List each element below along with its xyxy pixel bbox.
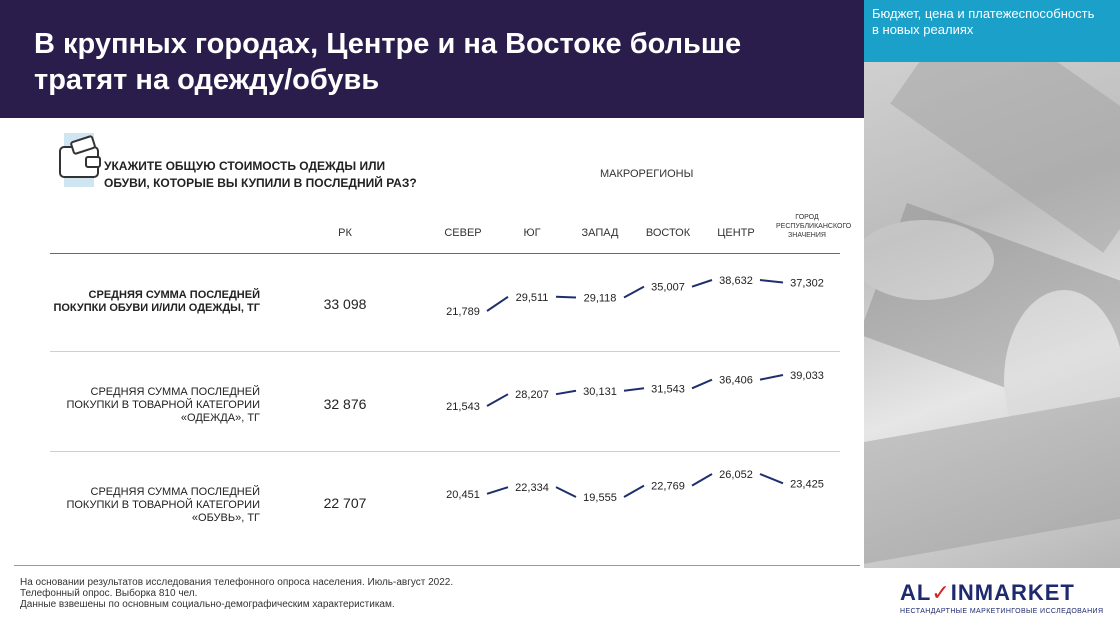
data-label: 22,769: [651, 480, 685, 493]
series-segment: [624, 388, 644, 391]
footer-line: На основании результатов исследования телефонного опроса населения. Июль-август 2022.: [20, 577, 454, 588]
data-label: 21,543: [446, 401, 480, 413]
rk-value-clothes: 32 876: [323, 396, 367, 412]
logo-part1: AL: [900, 580, 932, 605]
row-label-clothes: СРЕДНЯЯ СУММА ПОСЛЕДНЕЙ ПОКУПКИ В ТОВАРНОЙ КАТЕГОРИИ «ОДЕЖДА», ТГ: [66, 386, 260, 424]
data-label: 19,555: [583, 492, 617, 504]
col-head-west: ЗАПАД: [581, 227, 619, 239]
col-head-east: ВОСТОК: [645, 227, 691, 239]
series-segment: [692, 280, 712, 287]
series-segment: [692, 474, 712, 486]
series-segment: [692, 380, 712, 389]
series-segment: [556, 391, 576, 394]
logo-part2: INMARKET: [950, 580, 1075, 605]
data-label: 35,007: [651, 281, 685, 294]
data-label: 31,543: [651, 383, 685, 396]
row-label-total: СРЕДНЯЯ СУММА ПОСЛЕДНЕЙ ПОКУПКИ ОБУВИ И/ИЛИ ОДЕЖДЫ, ТГ: [53, 289, 260, 314]
footer-rule: [14, 565, 860, 566]
series-segment: [556, 487, 576, 497]
side-caption: Бюджет, цена и платежеспособность в новых реалиях: [872, 6, 1095, 37]
col-head-republican-city: ГОРОД РЕСПУБЛИКАНСКОГО ЗНАЧЕНИЯ: [776, 214, 852, 239]
data-label: 22,334: [515, 482, 549, 495]
series-segment: [760, 280, 783, 282]
survey-question: УКАЖИТЕ ОБЩУЮ СТОИМОСТЬ ОДЕЖДЫ ИЛИ ОБУВИ, КОТОРЫЕ ВЫ КУПИЛИ В ПОСЛЕДНИЙ РАЗ?: [104, 159, 417, 190]
col-head-north: СЕВЕР: [444, 227, 482, 239]
data-label: 30,131: [583, 385, 617, 398]
logo: [864, 568, 1120, 630]
col-head-center: ЦЕНТР: [717, 227, 755, 239]
macroregions-label: МАКРОРЕГИОНЫ: [600, 168, 694, 180]
footer-notes: [20, 577, 453, 610]
data-label: 29,118: [583, 292, 617, 305]
side-panel: [864, 0, 1120, 630]
col-head-south: ЮГ: [523, 227, 541, 239]
col-head-rk: РК: [338, 227, 352, 239]
logo-tagline: НЕСТАНДАРТНЫЕ МАРКЕТИНГОВЫЕ ИССЛЕДОВАНИЯ: [900, 608, 1104, 615]
data-label: 28,207: [515, 389, 549, 402]
data-label: 20,451: [446, 488, 480, 501]
series-segment: [487, 297, 508, 311]
row-label-shoes: СРЕДНЯЯ СУММА ПОСЛЕДНЕЙ ПОКУПКИ В ТОВАРНОЙ КАТЕГОРИИ «ОБУВЬ», ТГ: [66, 486, 260, 524]
series-segment: [487, 394, 508, 406]
page-title: В крупных городах, Центре и на Востоке больше тратят на одежду/обувь: [34, 28, 742, 96]
footer-line: Телефонный опрос. Выборка 810 чел.: [20, 588, 198, 599]
banknote-photo: [864, 0, 1120, 630]
data-label: 21,789: [446, 306, 480, 318]
rk-value-shoes: 22 707: [323, 495, 367, 511]
rk-value-total: 33 098: [323, 296, 367, 312]
series-segment: [556, 297, 576, 298]
data-label: 37,302: [790, 277, 824, 290]
footer-line: Данные взвешены по основным социально-демографическим характеристикам.: [20, 599, 395, 610]
series-segment: [760, 474, 783, 483]
data-label: 29,511: [515, 291, 549, 304]
logo-name: [900, 580, 1075, 606]
series-segment: [624, 287, 644, 298]
data-label: 39,033: [790, 370, 824, 382]
logo-check-icon: ✓: [931, 580, 951, 605]
data-label: 26,052: [719, 469, 753, 481]
data-label: 36,406: [719, 374, 753, 387]
series-segment: [487, 487, 508, 494]
side-caption-box: [864, 0, 1120, 62]
series-segment: [624, 486, 644, 497]
data-label: 23,425: [790, 478, 824, 491]
data-label: 38,632: [719, 275, 753, 287]
series-segment: [760, 375, 783, 380]
